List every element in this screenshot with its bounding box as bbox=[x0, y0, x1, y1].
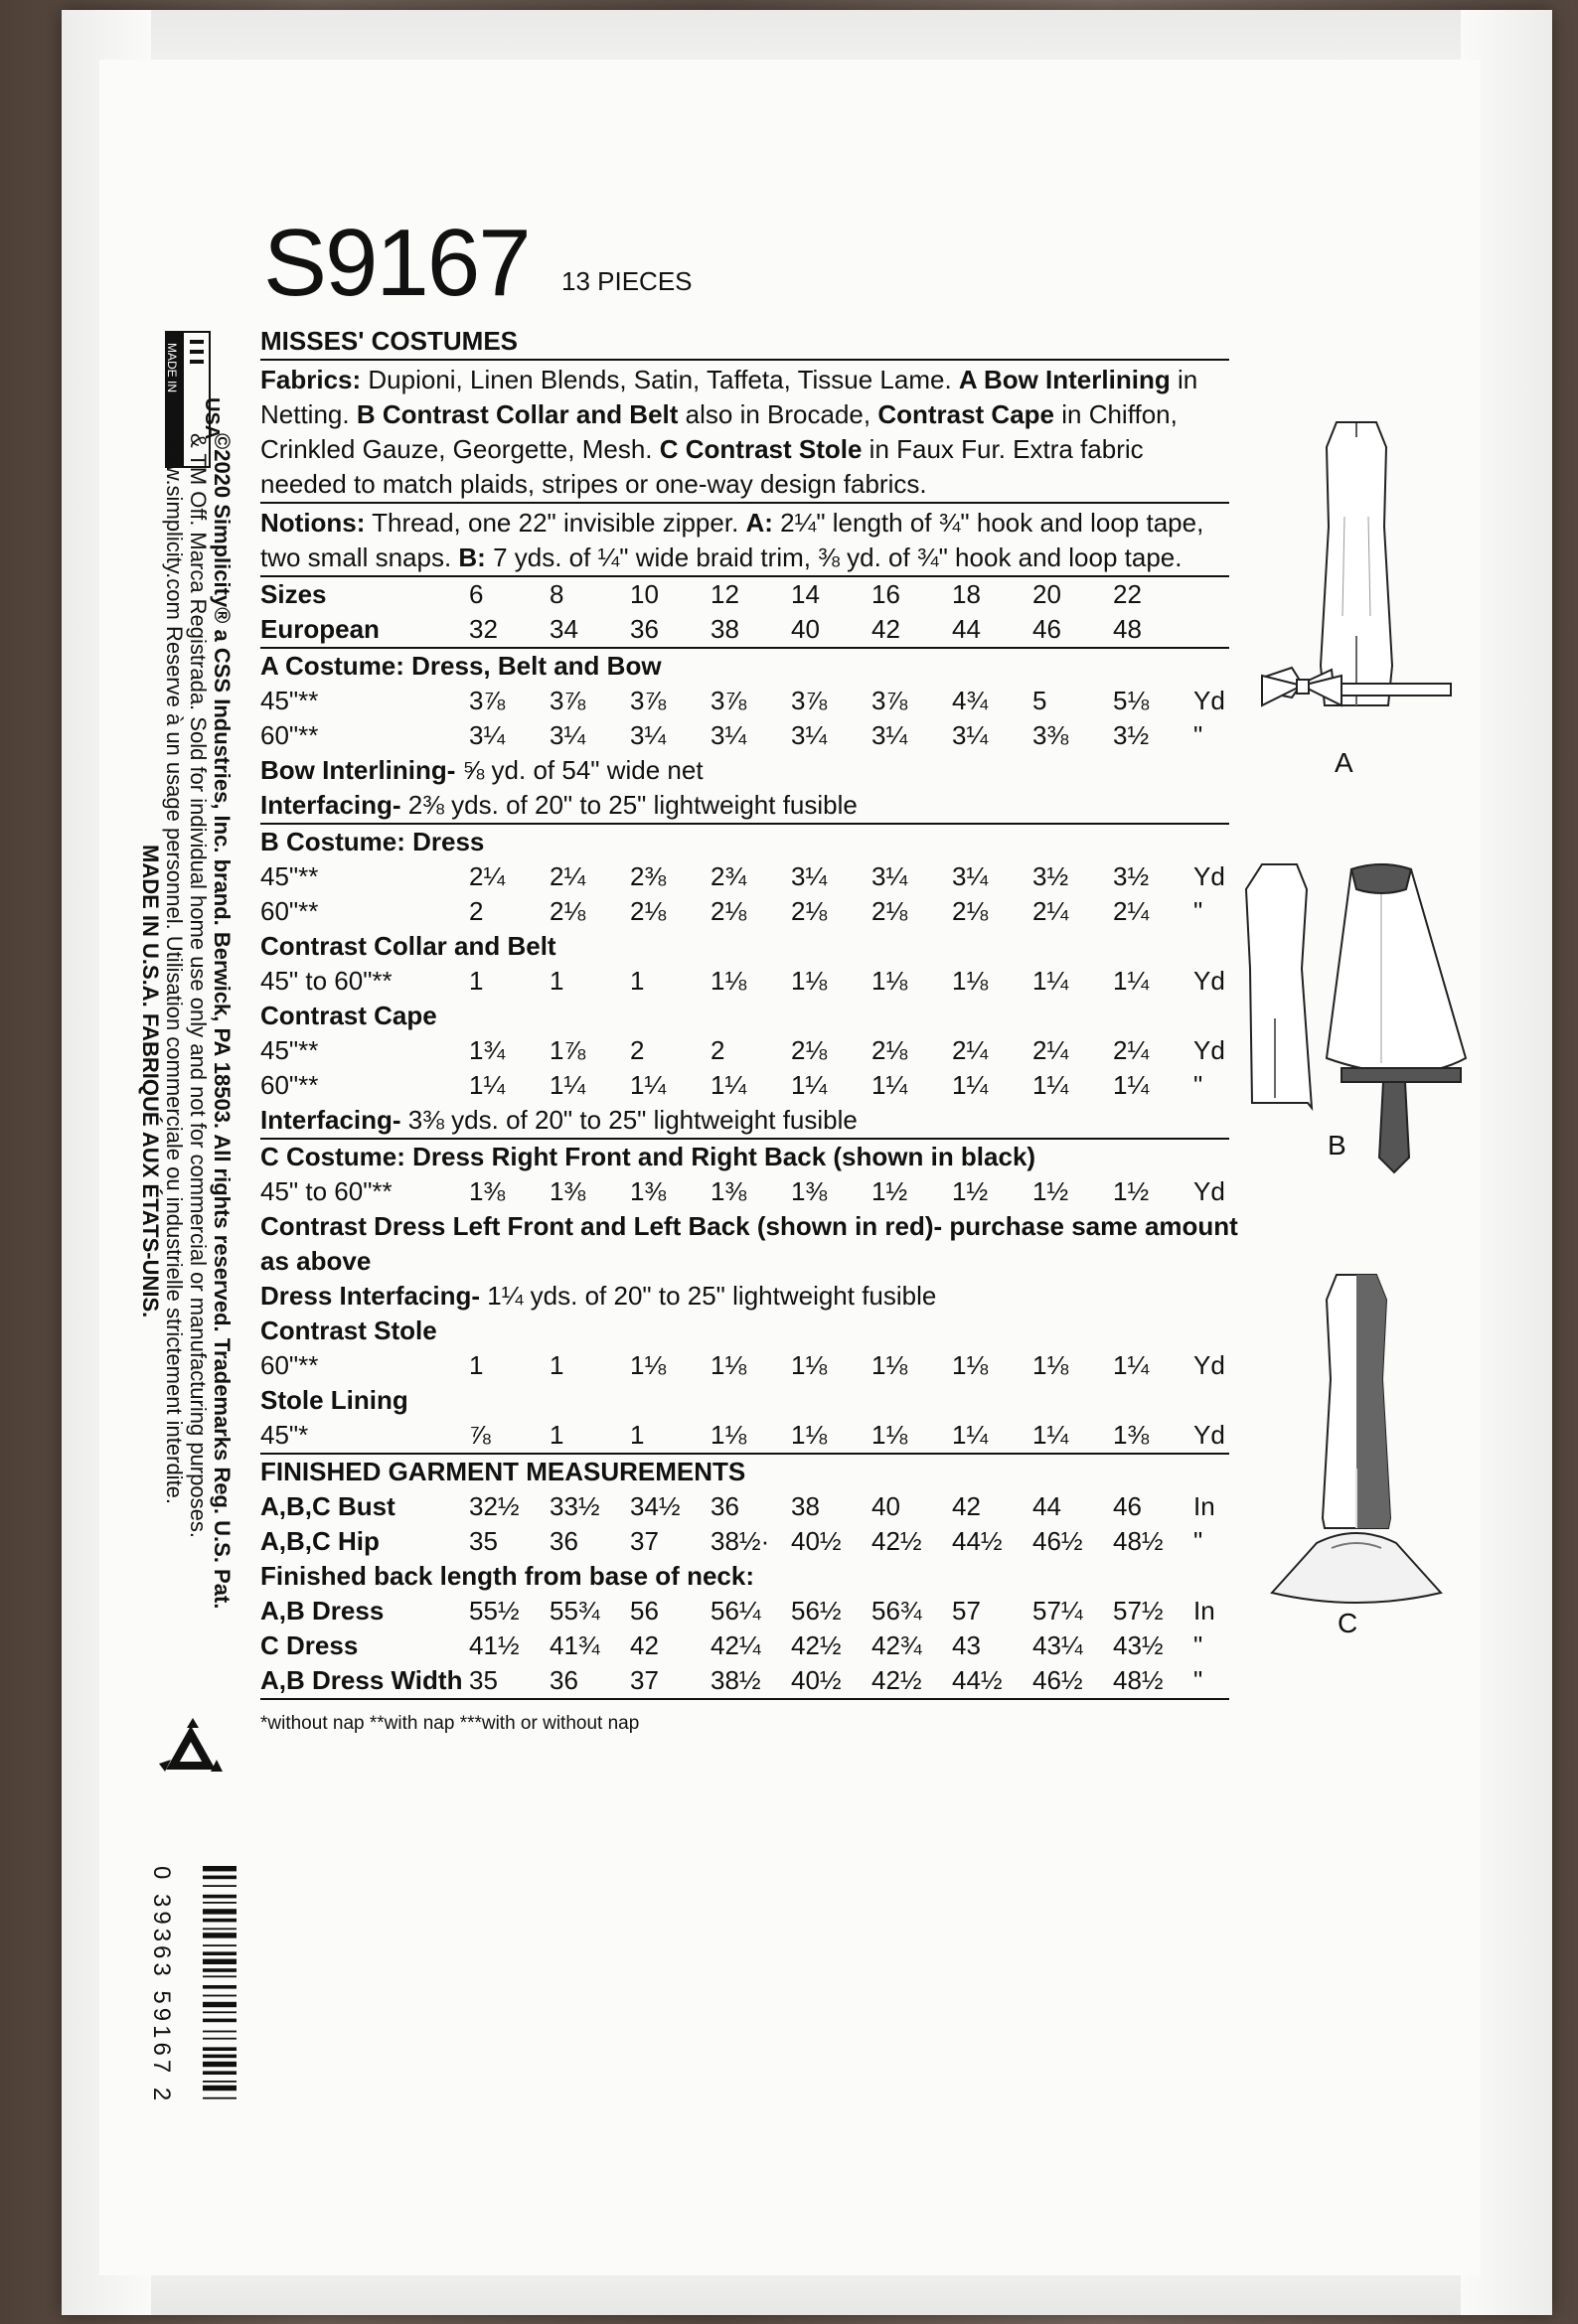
yardage-cell: 2⅛ bbox=[952, 896, 989, 926]
yardage-cell: 43¼ bbox=[1032, 1630, 1083, 1660]
row-label: 60"** bbox=[260, 720, 319, 750]
yardage-cell: 1¼ bbox=[1113, 1070, 1150, 1100]
yardage-cell: 1¼ bbox=[952, 1420, 989, 1450]
yardage-cell: 1½ bbox=[952, 1176, 989, 1206]
yardage-cell: 3¼ bbox=[550, 720, 586, 750]
yardage-row bbox=[260, 964, 1229, 999]
euro-size-cell: 38 bbox=[710, 614, 739, 644]
yardage-cell: 2¼ bbox=[469, 861, 506, 891]
unit-cell: Yd bbox=[1193, 1035, 1225, 1065]
yardage-cell: 41½ bbox=[469, 1630, 520, 1660]
bow-interlining-label: A Bow Interlining bbox=[958, 365, 1171, 394]
yardage-cell: 1⅞ bbox=[550, 1035, 586, 1065]
barcode-bar bbox=[203, 1885, 237, 1887]
a-costume-table bbox=[260, 684, 1229, 753]
fabrics-text-1: Dupioni, Linen Blends, Satin, Taffeta, Tissue Lame. bbox=[361, 365, 959, 394]
yardage-cell: 37 bbox=[630, 1665, 659, 1695]
barcode-bar bbox=[203, 2062, 237, 2067]
yardage-cell: 2¾ bbox=[710, 861, 747, 891]
notions-paragraph bbox=[260, 506, 1229, 575]
stole-lining-table bbox=[260, 1418, 1229, 1453]
yardage-cell: 1⅛ bbox=[791, 1350, 828, 1380]
yardage-cell: 1¼ bbox=[952, 1070, 989, 1100]
barcode-bar bbox=[203, 2055, 237, 2059]
barcode-bar bbox=[203, 1928, 237, 1930]
yardage-cell: 1 bbox=[630, 1420, 645, 1450]
barcode-bar bbox=[203, 1951, 237, 1955]
view-a-label: A bbox=[1335, 747, 1353, 778]
yardage-cell: 1¼ bbox=[1032, 1420, 1069, 1450]
yardage-cell: 43 bbox=[952, 1630, 981, 1660]
unit-cell: " bbox=[1193, 1665, 1203, 1695]
barcode-bar bbox=[203, 1902, 237, 1904]
yardage-row bbox=[260, 1068, 1229, 1103]
barcode-bar bbox=[203, 2019, 237, 2023]
row-label: 45"** bbox=[260, 861, 319, 891]
unit-cell: In bbox=[1193, 1596, 1215, 1626]
usa-label: USA bbox=[201, 397, 223, 440]
size-cell: 8 bbox=[550, 579, 564, 609]
divider bbox=[260, 1698, 1229, 1700]
notions-a-label: A: bbox=[745, 508, 773, 538]
yardage-cell: 2⅛ bbox=[791, 1035, 828, 1065]
unit-cell: Yd bbox=[1193, 861, 1225, 891]
row-label: A,B,C Bust bbox=[260, 1491, 395, 1521]
category-title: MISSES' COSTUMES bbox=[260, 326, 518, 356]
yardage-cell: 3¼ bbox=[791, 861, 828, 891]
fabrics-text-2: in Netting. bbox=[260, 365, 1198, 429]
yardage-cell: 44 bbox=[1032, 1491, 1061, 1521]
yardage-cell: 1⅜ bbox=[791, 1176, 828, 1206]
unit-cell: " bbox=[1193, 1630, 1203, 1660]
yardage-cell: ⅞ bbox=[469, 1420, 491, 1450]
size-cell: 14 bbox=[791, 579, 820, 609]
fabrics-label: Fabrics: bbox=[260, 365, 362, 394]
contrast-cape-title: Contrast Cape bbox=[260, 1001, 437, 1030]
yardage-cell: 1¼ bbox=[710, 1070, 747, 1100]
unit-cell: " bbox=[1193, 720, 1203, 750]
yardage-cell: 48½ bbox=[1113, 1665, 1164, 1695]
yardage-cell: 1½ bbox=[871, 1176, 908, 1206]
yardage-cell: 3⅞ bbox=[630, 686, 667, 715]
row-label: 45" to 60"** bbox=[260, 966, 393, 996]
yardage-cell: 1⅛ bbox=[871, 1420, 908, 1450]
yardage-cell: 2⅛ bbox=[871, 1035, 908, 1065]
yardage-cell: 2¼ bbox=[1113, 896, 1150, 926]
yardage-cell: 40½ bbox=[791, 1665, 842, 1695]
style-number: S9167 bbox=[263, 210, 530, 316]
euro-size-cell: 46 bbox=[1032, 614, 1061, 644]
euro-size-cell: 34 bbox=[550, 614, 578, 644]
contrast-stole-label: C Contrast Stole bbox=[659, 434, 863, 464]
barcode-bar bbox=[203, 1919, 237, 1923]
barcode-bar bbox=[203, 2031, 237, 2033]
contrast-stole-table bbox=[260, 1348, 1229, 1383]
yardage-row bbox=[260, 1174, 1229, 1209]
yardage-cell: 44½ bbox=[952, 1665, 1003, 1695]
yardage-cell: 3⅞ bbox=[791, 686, 828, 715]
yardage-cell: 42¾ bbox=[871, 1630, 922, 1660]
barcode-bar bbox=[203, 1959, 237, 1964]
yardage-cell: 1⅛ bbox=[952, 966, 989, 996]
b-costume-table bbox=[260, 859, 1229, 929]
a-costume-title: A Costume: Dress, Belt and Bow bbox=[260, 651, 662, 681]
barcode-bar bbox=[203, 1944, 237, 1946]
yardage-cell: 1⅜ bbox=[710, 1176, 747, 1206]
barcode-bar bbox=[203, 2097, 237, 2099]
yardage-cell: 38½· bbox=[710, 1526, 770, 1556]
notions-b-label: B: bbox=[458, 542, 486, 572]
yardage-cell: 2⅛ bbox=[710, 896, 747, 926]
yardage-cell: 1⅜ bbox=[630, 1176, 667, 1206]
yardage-row bbox=[260, 1033, 1229, 1068]
yardage-cell: 1 bbox=[469, 1350, 484, 1380]
yardage-cell: 44½ bbox=[952, 1526, 1003, 1556]
contrast-collar-table bbox=[260, 964, 1229, 999]
view-b-label: B bbox=[1328, 1130, 1346, 1161]
barcode-bar bbox=[203, 1995, 237, 1997]
yardage-cell: 1¼ bbox=[791, 1070, 828, 1100]
yardage-cell: 1¼ bbox=[1113, 1350, 1150, 1380]
yardage-cell: 3⅞ bbox=[469, 686, 506, 715]
yardage-cell: 3⅞ bbox=[710, 686, 747, 715]
size-cell: 6 bbox=[469, 579, 484, 609]
contrast-collar-label: B Contrast Collar and Belt bbox=[356, 399, 679, 429]
yardage-cell: 3½ bbox=[1113, 720, 1150, 750]
european-sizes-row bbox=[260, 612, 1229, 647]
sizes-row bbox=[260, 577, 1229, 612]
yardage-cell: 1¼ bbox=[871, 1070, 908, 1100]
yardage-cell: 34½ bbox=[630, 1491, 681, 1521]
yardage-cell: 1⅛ bbox=[952, 1350, 989, 1380]
yardage-cell: 38 bbox=[791, 1491, 820, 1521]
a-interfacing: Interfacing- 2⅜ yds. of 20" to 25" lightweight fusible bbox=[260, 790, 858, 820]
yardage-row bbox=[260, 1663, 1229, 1698]
yardage-cell: 57 bbox=[952, 1596, 981, 1626]
euro-size-cell: 36 bbox=[630, 614, 659, 644]
barcode-bar bbox=[203, 1968, 237, 1972]
size-cell: 12 bbox=[710, 579, 739, 609]
unit-cell: Yd bbox=[1193, 1350, 1225, 1380]
yardage-cell: 3¼ bbox=[630, 720, 667, 750]
b-interfacing: Interfacing- 3⅜ yds. of 20" to 25" lightweight fusible bbox=[260, 1105, 858, 1135]
notions-text-3: 7 yds. of ¼" wide braid trim, ⅜ yd. of ¾" hook and loop tape. bbox=[485, 542, 1183, 572]
yardage-cell: 56¾ bbox=[871, 1596, 922, 1626]
unit-cell: In bbox=[1193, 1491, 1215, 1521]
website-line: www.simplicity.com Reserve à un usage personnel. Utilisation commerciale ou industrielle strictement interdite. bbox=[162, 433, 187, 1505]
yardage-cell: 1 bbox=[469, 966, 484, 996]
divider bbox=[260, 502, 1229, 504]
contrast-cape-label: Contrast Cape bbox=[877, 399, 1055, 429]
size-cell: 18 bbox=[952, 579, 981, 609]
b-costume-title: B Costume: Dress bbox=[260, 827, 485, 856]
euro-size-cell: 42 bbox=[871, 614, 900, 644]
yardage-cell: 56½ bbox=[791, 1596, 842, 1626]
yardage-cell: 1⅛ bbox=[710, 1420, 747, 1450]
row-label: 45" to 60"** bbox=[260, 1176, 393, 1206]
yardage-cell: 35 bbox=[469, 1665, 498, 1695]
yardage-cell: 57¼ bbox=[1032, 1596, 1083, 1626]
yardage-cell: 43½ bbox=[1113, 1630, 1164, 1660]
barcode-bar bbox=[203, 2081, 237, 2083]
yardage-cell: 57½ bbox=[1113, 1596, 1164, 1626]
barcode-bar bbox=[203, 1985, 237, 1989]
yardage-cell: 1¾ bbox=[469, 1035, 506, 1065]
yardage-cell: 3¼ bbox=[710, 720, 747, 750]
barcode-bar bbox=[203, 2047, 237, 2051]
notions-text-1: Thread, one 22" invisible zipper. bbox=[365, 508, 746, 538]
yardage-cell: 1⅛ bbox=[710, 1350, 747, 1380]
yardage-cell: 2¼ bbox=[550, 861, 586, 891]
yardage-cell: 1 bbox=[550, 1350, 564, 1380]
yardage-cell: 40 bbox=[871, 1491, 900, 1521]
yardage-cell: 2⅛ bbox=[630, 896, 667, 926]
measurements-table-2 bbox=[260, 1594, 1229, 1698]
yardage-cell: 1¼ bbox=[1113, 966, 1150, 996]
yardage-cell: 5⅛ bbox=[1113, 686, 1150, 715]
yardage-cell: 1⅜ bbox=[1113, 1420, 1150, 1450]
row-label: 45"* bbox=[260, 1420, 309, 1450]
bow-interlining: Bow Interlining- ⅝ yd. of 54" wide net bbox=[260, 755, 704, 785]
row-label: 60"** bbox=[260, 1350, 319, 1380]
barcode-bar bbox=[203, 2002, 237, 2007]
euro-size-cell: 40 bbox=[791, 614, 820, 644]
stole-lining-title: Stole Lining bbox=[260, 1385, 408, 1415]
bow-belt-illustration bbox=[1257, 666, 1466, 715]
barcode-bar bbox=[203, 1866, 237, 1871]
fabrics-text-3: also in Brocade, bbox=[678, 399, 878, 429]
yardage-cell: 2¼ bbox=[1032, 896, 1069, 926]
yardage-cell: 38½ bbox=[710, 1665, 761, 1695]
yardage-cell: 42½ bbox=[791, 1630, 842, 1660]
yardage-cell: 41¾ bbox=[550, 1630, 600, 1660]
recycle-icon bbox=[151, 1714, 231, 1793]
size-cell: 20 bbox=[1032, 579, 1061, 609]
row-label: C Dress bbox=[260, 1630, 359, 1660]
yardage-cell: 4¾ bbox=[952, 686, 989, 715]
row-label: 60"** bbox=[260, 1070, 319, 1100]
barcode-bar bbox=[203, 1975, 237, 1977]
c-costume-table bbox=[260, 1174, 1229, 1209]
yardage-cell: 2 bbox=[469, 896, 484, 926]
yardage-cell: 1¼ bbox=[550, 1070, 586, 1100]
copyright-line: ©2020 Simplicity® a CSS Industries, Inc. brand. Berwick, PA 18503. All rights reserved. Trademarks Reg. U.S. Pat. bbox=[210, 433, 235, 1610]
unit-cell: Yd bbox=[1193, 966, 1225, 996]
yardage-cell: 42½ bbox=[871, 1526, 922, 1556]
yardage-cell: 1 bbox=[550, 966, 564, 996]
yardage-cell: 1⅛ bbox=[710, 966, 747, 996]
euro-size-cell: 44 bbox=[952, 614, 981, 644]
barcode-bar bbox=[203, 1876, 237, 1880]
dress-interfacing: Dress Interfacing- 1¼ yds. of 20" to 25" lightweight fusible bbox=[260, 1281, 937, 1311]
notions-text-2: 2¼" length of ¾" hook and loop tape, two small snaps. bbox=[260, 508, 1204, 572]
yardage-cell: 46½ bbox=[1032, 1665, 1083, 1695]
yardage-cell: 36 bbox=[550, 1665, 578, 1695]
yardage-cell: 3⅞ bbox=[871, 686, 908, 715]
yardage-cell: 3¼ bbox=[952, 720, 989, 750]
view-c-label: C bbox=[1338, 1608, 1358, 1638]
yardage-cell: 3⅜ bbox=[1032, 720, 1069, 750]
row-label: 45"** bbox=[260, 686, 319, 715]
made-in-usa-line: MADE IN U.S.A. FABRIQUÉ AUX ÉTATS-UNIS. bbox=[138, 845, 163, 1318]
size-cell: 22 bbox=[1113, 579, 1142, 609]
contrast-cape-table bbox=[260, 1033, 1229, 1103]
fabrics-text-4: in Chiffon, Crinkled Gauze, Georgette, Mesh. bbox=[260, 399, 1178, 464]
yardage-cell: 3¼ bbox=[871, 720, 908, 750]
barcode-digits: 0 39363 59167 2 bbox=[148, 1866, 175, 2105]
contrast-dress-note: Contrast Dress Left Front and Left Back (shown in red)- purchase same amount bbox=[260, 1211, 1238, 1241]
yardage-cell: 3⅞ bbox=[550, 686, 586, 715]
euro-size-cell: 48 bbox=[1113, 614, 1142, 644]
yardage-row bbox=[260, 1489, 1229, 1524]
sizes-table bbox=[260, 577, 1229, 647]
yardage-cell: 1¼ bbox=[1032, 966, 1069, 996]
measurements-table-1 bbox=[260, 1489, 1229, 1559]
yardage-cell: 2⅛ bbox=[871, 896, 908, 926]
fabrics-text-5: in Faux Fur. Extra fabric needed to match plaids, stripes or one-way design fabrics. bbox=[260, 434, 1144, 499]
barcode-bar bbox=[203, 1909, 237, 1914]
yardage-cell: 32½ bbox=[469, 1491, 520, 1521]
yardage-cell: 3½ bbox=[1113, 861, 1150, 891]
unit-cell: " bbox=[1193, 896, 1203, 926]
barcode-bar bbox=[203, 2011, 237, 2013]
made-in-label: MADE IN bbox=[165, 343, 179, 393]
yardage-chart bbox=[260, 324, 1238, 1741]
yardage-cell: 46½ bbox=[1032, 1526, 1083, 1556]
row-label: 60"** bbox=[260, 896, 319, 926]
row-label: 45"** bbox=[260, 1035, 319, 1065]
euro-size-cell: 32 bbox=[469, 614, 498, 644]
yardage-cell: 42 bbox=[952, 1491, 981, 1521]
yardage-cell: 42¼ bbox=[710, 1630, 761, 1660]
barcode-bar bbox=[203, 2086, 237, 2091]
yardage-cell: 33½ bbox=[550, 1491, 600, 1521]
yardage-cell: 2¼ bbox=[1032, 1035, 1069, 1065]
contrast-stole-title: Contrast Stole bbox=[260, 1316, 437, 1345]
yardage-cell: 2¼ bbox=[1113, 1035, 1150, 1065]
c-costume-title: C Costume: Dress Right Front and Right Back (shown in black) bbox=[260, 1142, 1036, 1171]
yardage-row bbox=[260, 859, 1229, 894]
unit-cell: Yd bbox=[1193, 1420, 1225, 1450]
row-label: A,B Dress bbox=[260, 1596, 385, 1626]
yardage-cell: 46 bbox=[1113, 1491, 1142, 1521]
yardage-row bbox=[260, 718, 1229, 753]
view-b-illustration bbox=[1242, 859, 1471, 1177]
trademark-line: & TM Off. Marca Registrada. Sold for individual home use only and not for commercial or manufacturing purposes. bbox=[186, 433, 211, 1538]
yardage-cell: 1¼ bbox=[1032, 1070, 1069, 1100]
yardage-cell: 1⅛ bbox=[630, 1350, 667, 1380]
yardage-row bbox=[260, 684, 1229, 718]
footnote: *without nap **with nap ***with or without nap bbox=[260, 1713, 640, 1734]
yardage-row bbox=[260, 1524, 1229, 1559]
yardage-row bbox=[260, 894, 1229, 929]
yardage-row bbox=[260, 1348, 1229, 1383]
yardage-cell: 5 bbox=[1032, 686, 1047, 715]
yardage-cell: 56 bbox=[630, 1596, 659, 1626]
yardage-cell: 37 bbox=[630, 1526, 659, 1556]
yardage-cell: 2 bbox=[710, 1035, 725, 1065]
yardage-cell: 1⅛ bbox=[791, 1420, 828, 1450]
yardage-cell: 1⅛ bbox=[791, 966, 828, 996]
yardage-cell: 2⅛ bbox=[550, 896, 586, 926]
barcode-bar bbox=[203, 2071, 237, 2075]
measurements-title: FINISHED GARMENT MEASUREMENTS bbox=[260, 1457, 746, 1486]
yardage-cell: 35 bbox=[469, 1526, 498, 1556]
yardage-cell: 55¾ bbox=[550, 1596, 600, 1626]
unit-cell: " bbox=[1193, 1070, 1203, 1100]
yardage-cell: 2 bbox=[630, 1035, 645, 1065]
yardage-cell: 1 bbox=[630, 966, 645, 996]
view-c-illustration bbox=[1257, 1270, 1466, 1608]
unit-cell: " bbox=[1193, 1526, 1203, 1556]
yardage-cell: 1 bbox=[550, 1420, 564, 1450]
yardage-cell: 1⅛ bbox=[1032, 1350, 1069, 1380]
sizes-label: Sizes bbox=[260, 579, 327, 609]
fabrics-paragraph bbox=[260, 363, 1229, 502]
yardage-cell: 3¼ bbox=[469, 720, 506, 750]
barcode-bar bbox=[203, 1895, 237, 1899]
yardage-cell: 1⅜ bbox=[469, 1176, 506, 1206]
yardage-cell: 42½ bbox=[871, 1665, 922, 1695]
yardage-cell: 1⅛ bbox=[871, 1350, 908, 1380]
yardage-cell: 2⅛ bbox=[791, 896, 828, 926]
unit-cell: Yd bbox=[1193, 686, 1225, 715]
size-cell: 10 bbox=[630, 579, 659, 609]
contrast-collar-title: Contrast Collar and Belt bbox=[260, 931, 556, 961]
yardage-cell: 36 bbox=[710, 1491, 739, 1521]
yardage-row bbox=[260, 1594, 1229, 1628]
yardage-row bbox=[260, 1418, 1229, 1453]
yardage-cell: 1¼ bbox=[469, 1070, 506, 1100]
yardage-cell: 3½ bbox=[1032, 861, 1069, 891]
yardage-cell: 55½ bbox=[469, 1596, 520, 1626]
yardage-row bbox=[260, 1628, 1229, 1663]
row-label: A,B Dress Width bbox=[260, 1665, 463, 1695]
yardage-cell: 3¼ bbox=[871, 861, 908, 891]
yardage-cell: 1⅛ bbox=[871, 966, 908, 996]
piece-count: 13 PIECES bbox=[561, 266, 693, 296]
yardage-cell: 3¼ bbox=[952, 861, 989, 891]
yardage-cell: 2⅜ bbox=[630, 861, 667, 891]
yardage-cell: 3¼ bbox=[791, 720, 828, 750]
as-above-note: as above bbox=[260, 1246, 372, 1276]
yardage-cell: 36 bbox=[550, 1526, 578, 1556]
back-length-title: Finished back length from base of neck: bbox=[260, 1561, 754, 1591]
row-label: A,B,C Hip bbox=[260, 1526, 380, 1556]
notions-label: Notions: bbox=[260, 508, 366, 538]
yardage-cell: 48½ bbox=[1113, 1526, 1164, 1556]
yardage-cell: 40½ bbox=[791, 1526, 842, 1556]
yardage-cell: 2¼ bbox=[952, 1035, 989, 1065]
yardage-cell: 42 bbox=[630, 1630, 659, 1660]
barcode-bar bbox=[203, 2038, 237, 2040]
size-cell: 16 bbox=[871, 579, 900, 609]
barcode-bar bbox=[203, 1933, 237, 1937]
unit-cell: Yd bbox=[1193, 1176, 1225, 1206]
european-label: European bbox=[260, 614, 380, 644]
yardage-cell: 1¼ bbox=[630, 1070, 667, 1100]
yardage-cell: 1⅜ bbox=[550, 1176, 586, 1206]
yardage-cell: 1½ bbox=[1032, 1176, 1069, 1206]
yardage-cell: 56¼ bbox=[710, 1596, 761, 1626]
divider bbox=[260, 359, 1229, 361]
yardage-cell: 1½ bbox=[1113, 1176, 1150, 1206]
